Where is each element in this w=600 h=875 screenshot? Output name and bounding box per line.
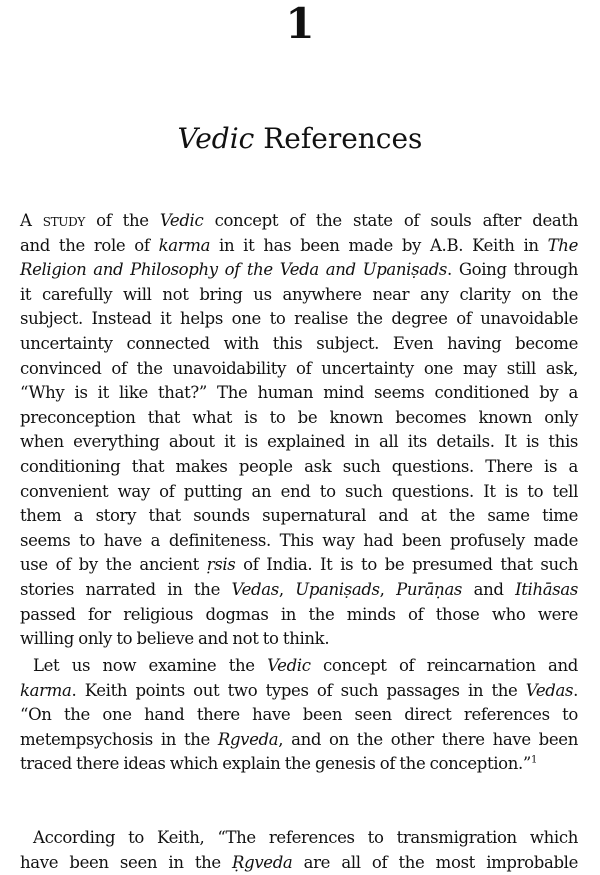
text-line [20,529,578,554]
text-run: . [573,680,578,700]
text-run: . Keith points out two types of such passages in the [71,680,526,700]
text-run: preconception that what is to be known becomes known only [20,407,578,427]
paragraph-1 [20,209,578,652]
text-run: “Why is it like that?” The human mind seems conditioned by a [20,383,578,403]
text-run: Vedas [231,579,279,599]
text-line [20,603,578,628]
text-run: Religion and Philosophy of the Veda and Upaniṣads [20,260,448,280]
text-line [20,480,578,505]
text-run: Rgveda [217,729,279,749]
text-run: karma [158,235,211,255]
text-line [20,307,578,332]
footnote-marker: 1 [531,754,538,766]
text-run: use of by the ancient [20,555,207,575]
chapter-title [0,122,600,156]
text-run: convinced of the unavoidability of uncertainty one may still ask, [20,358,578,378]
text-run: ṛsis [206,555,236,575]
text-line [20,357,578,382]
text-line [20,381,578,406]
text-line [20,851,578,875]
paragraph-3 [20,826,578,875]
text-run: traced there ideas which explain the genesis of the conception.” [20,754,531,774]
text-line [20,430,578,455]
text-run: Let us now examine the [33,656,268,675]
text-line [20,553,578,578]
text-run: Vedic [267,656,311,675]
text-run: concept of the state of souls after death [203,211,578,230]
text-run: have been seen in the [20,852,233,872]
text-run: of India. It is to be presumed that such [235,555,578,575]
text-run: are all of the most improbable [292,852,579,872]
text-run: The [547,235,578,255]
text-run: , [278,579,296,599]
text-run: , and on the other there have been [278,729,578,749]
text-run: According to Keith, “The references to transmigration which [33,828,578,847]
text-run: and the role of [20,235,159,255]
text-run: of the [84,211,160,230]
text-run: concept of reincarnation and [310,656,578,675]
text-line [20,283,578,308]
text-line [20,627,578,652]
text-line [20,703,578,728]
chapter-title-rest: References [254,122,423,155]
text-run: karma [20,680,72,700]
text-run: . Going through [447,260,579,280]
text-line [20,455,578,480]
text-run: subject. Instead it helps one to realise the degree of unavoidable [20,309,578,329]
text-run: A [20,211,43,230]
text-run: in it has been made by A.B. Keith in [210,235,548,255]
text-line [20,826,578,851]
text-run: Itihāsas [515,579,578,599]
text-line [20,406,578,431]
text-run: stories narrated in the [20,579,232,599]
text-run: “On the one hand there have been seen direct references to [20,705,578,725]
text-line [20,578,578,603]
text-line [20,654,578,679]
chapter-title-italic: Vedic [177,122,255,155]
text-run: Vedic [159,211,204,230]
text-run: , [379,579,397,599]
text-run: and [462,579,516,599]
text-line [20,728,578,753]
text-line [20,679,578,704]
text-run: seems to have a definiteness. This way had been profusely made [20,530,578,550]
text-line [20,752,578,777]
text-run: passed for religious dogmas in the minds of those who were [20,604,578,624]
text-line [20,258,578,283]
text-line [20,504,578,529]
text-run: convenient way of putting an end to such questions. It is to tell [20,481,578,501]
text-run: them a story that sounds supernatural and at the same time [20,506,578,526]
text-line [20,234,578,259]
text-run: study [42,211,85,230]
text-run: willing only to believe and not to think. [20,629,330,649]
paragraph-2 [20,654,578,777]
text-line [20,332,578,357]
text-line [20,209,578,234]
chapter-number: 1 [285,0,315,48]
text-run: Upaniṣads [295,579,380,599]
text-run: uncertainty connected with this subject. Even having become [20,333,578,353]
text-run: Ṛgveda [232,852,293,872]
text-run: Purāṇas [396,579,463,599]
text-run: when everything about it is explained in all its details. It is this [20,432,578,452]
text-run: conditioning that makes people ask such questions. There is a [20,456,578,476]
text-run: it carefully will not bring us anywhere near any clarity on the [20,284,578,304]
text-run: metempsychosis in the [20,729,218,749]
text-run: Vedas [525,680,574,700]
